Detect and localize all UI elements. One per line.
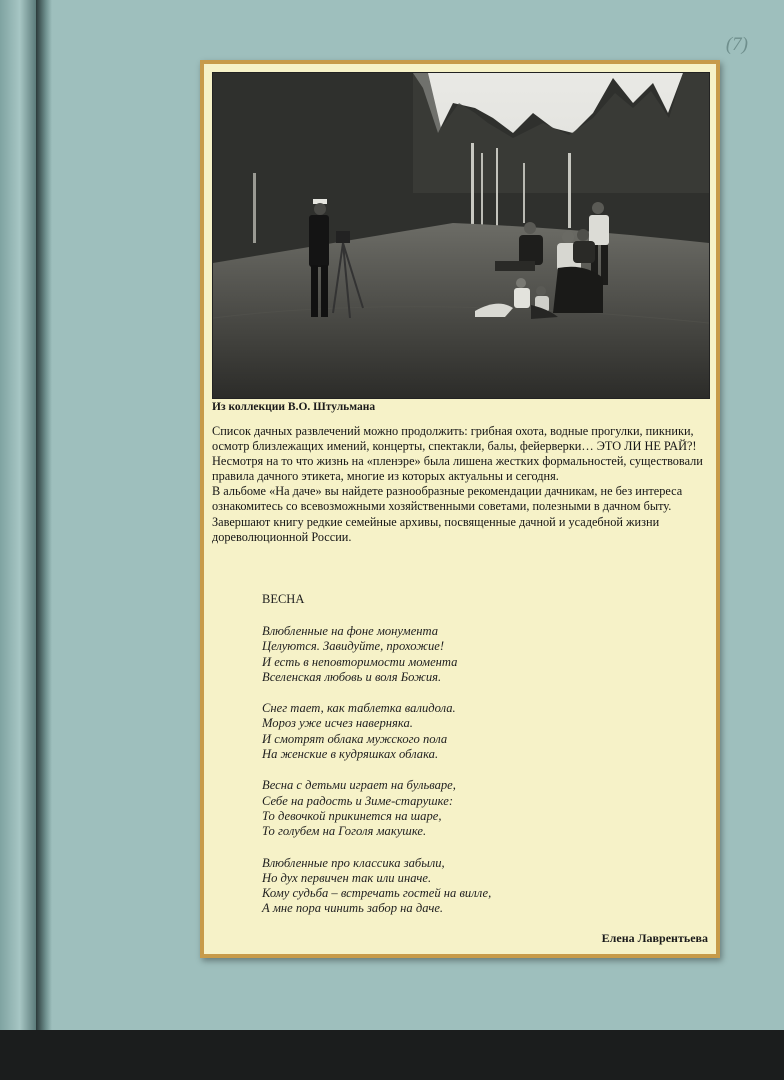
poem-line: А мне пора чинить забор на даче. bbox=[262, 901, 444, 916]
body-text bbox=[212, 424, 712, 545]
poem-line: Влюбленные на фоне монумента bbox=[262, 624, 439, 638]
poem-stanza bbox=[262, 856, 562, 917]
poem-line: Вселенская любовь и воля Божия. bbox=[262, 669, 442, 684]
paragraph: Список дачных развлечений можно продолжить: грибная охота, водные прогулки, пикники, осмотр близлежащих имений, концерты, спектакли, балы, фейерверки… ЭТО ЛИ НЕ РАЙ?! bbox=[212, 424, 697, 454]
poem-line: Влюбленные про классика забыли, bbox=[262, 855, 445, 870]
poem-stanza bbox=[262, 701, 562, 762]
paragraph: Несмотря на то что жизнь на «пленэре» была лишена жестких формальностей, существовали правила дачного этикета, многие из которых актуальны и сегодня. bbox=[212, 454, 703, 484]
poem-stanza bbox=[262, 778, 562, 839]
poem-line: Но дух первичен так или иначе. bbox=[262, 870, 432, 885]
historical-photo bbox=[212, 72, 710, 399]
poem-title: ВЕСНА bbox=[262, 592, 305, 606]
poem bbox=[262, 592, 562, 933]
poem-line: Весна с детьми играет на бульваре, bbox=[262, 778, 456, 793]
poem-stanza bbox=[262, 624, 562, 685]
poem-line: И есть в неповторимости момента bbox=[262, 654, 458, 669]
poem-author: Елена Лаврентьева bbox=[601, 931, 708, 945]
poem-line: Целуются. Завидуйте, прохожие! bbox=[262, 639, 445, 654]
poem-line: Снег тает, как таблетка валидола. bbox=[262, 701, 456, 716]
poem-line: То девочкой прикинется на шаре, bbox=[262, 808, 442, 823]
paragraph: Завершают книгу редкие семейные архивы, посвященные дачной и усадебной жизни дореволюционной России. bbox=[212, 514, 660, 544]
book-gutter bbox=[36, 0, 52, 1030]
poem-line: Себе на радость и Зиме-старушке: bbox=[262, 793, 454, 808]
poem-line: Мороз уже исчез наверняка. bbox=[262, 716, 413, 731]
paragraph: В альбоме «На даче» вы найдете разнообразные рекомендации дачникам, не без интереса ознакомитесь со всевозможными хозяйственными советами, полезными в дачном быту. bbox=[212, 484, 683, 514]
poem-line: То голубем на Гоголя макушке. bbox=[262, 824, 427, 839]
poem-line: На женские в кудряшках облака. bbox=[262, 747, 439, 762]
photo-caption: Из коллекции В.О. Штульмана bbox=[212, 401, 376, 413]
poem-line: Кому судьба – встречать гостей на вилле, bbox=[262, 886, 492, 901]
page-number: (7) bbox=[725, 34, 748, 55]
left-page-edge bbox=[0, 0, 36, 1030]
content-panel bbox=[200, 60, 720, 958]
poem-line: И смотрят облака мужского пола bbox=[262, 731, 448, 746]
